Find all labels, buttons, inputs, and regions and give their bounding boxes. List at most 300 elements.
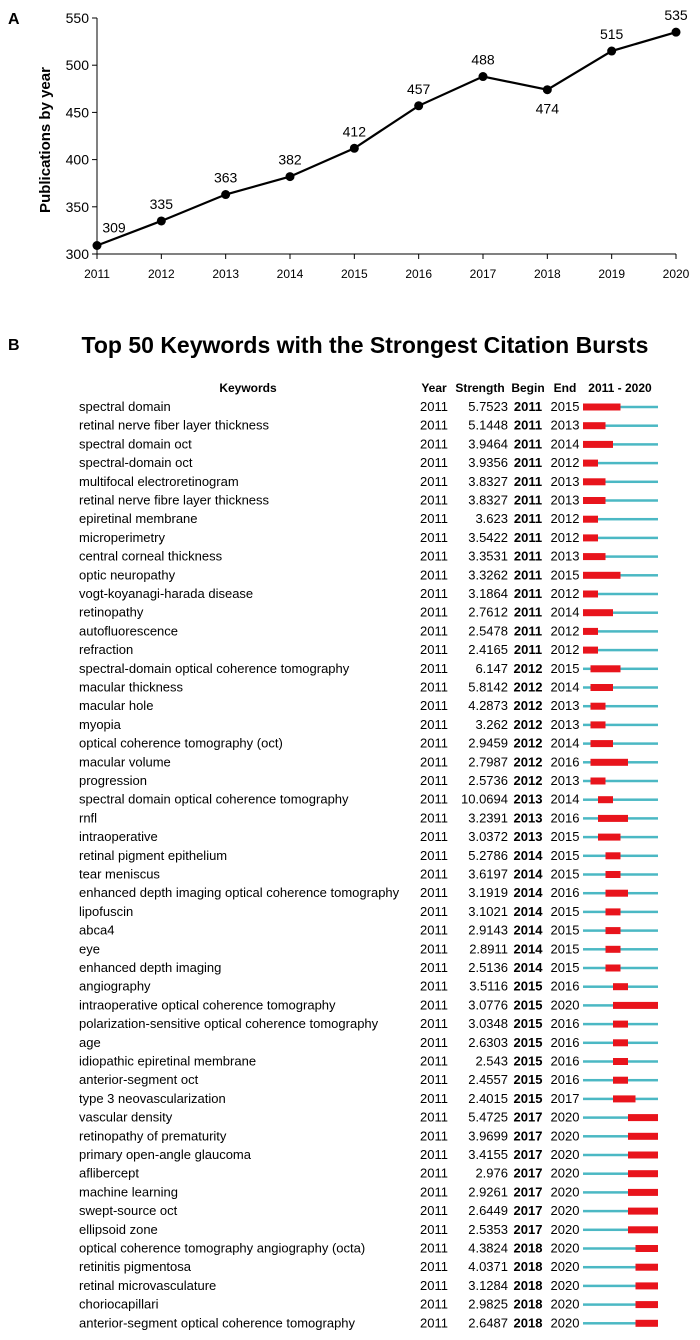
keyword-label: retinitis pigmentosa bbox=[79, 1259, 191, 1275]
end-cell: 2015 bbox=[550, 960, 580, 975]
citation-burst-table bbox=[0, 320, 700, 1335]
year-cell: 2011 bbox=[420, 604, 448, 620]
strength-cell: 5.8142 bbox=[468, 679, 508, 695]
burst-bar bbox=[606, 927, 621, 934]
begin-cell: 2012 bbox=[513, 660, 543, 676]
keyword-label: retinal pigment epithelium bbox=[79, 847, 228, 863]
begin-cell: 2018 bbox=[513, 1277, 543, 1293]
keyword-label: refraction bbox=[79, 642, 134, 658]
strength-cell: 2.9143 bbox=[468, 922, 508, 938]
year-cell: 2011 bbox=[420, 548, 448, 564]
data-label: 474 bbox=[535, 100, 560, 117]
burst-bar bbox=[606, 946, 621, 953]
publications-line-chart bbox=[0, 0, 700, 300]
panel-label-a: A bbox=[8, 11, 20, 28]
header-year: Year bbox=[421, 381, 447, 395]
burst-bar bbox=[636, 1264, 659, 1271]
keyword-label: spectral-domain oct bbox=[79, 455, 193, 471]
year-cell: 2011 bbox=[420, 1165, 448, 1181]
year-cell: 2011 bbox=[420, 829, 448, 845]
keyword-label: retinal nerve fibre layer thickness bbox=[79, 492, 270, 508]
burst-bar bbox=[583, 404, 621, 411]
burst-bar bbox=[583, 572, 621, 579]
burst-bar bbox=[613, 1077, 628, 1084]
end-cell: 2013 bbox=[550, 473, 580, 489]
begin-cell: 2015 bbox=[513, 997, 543, 1013]
begin-cell: 2011 bbox=[513, 623, 543, 639]
keyword-label: multifocal electroretinogram bbox=[79, 473, 239, 489]
year-cell: 2011 bbox=[420, 1053, 448, 1069]
end-cell: 2014 bbox=[550, 436, 580, 452]
keyword-label: retinopathy bbox=[79, 604, 144, 620]
keyword-label: swept-source oct bbox=[79, 1203, 178, 1219]
begin-cell: 2013 bbox=[513, 829, 543, 845]
begin-cell: 2013 bbox=[513, 810, 543, 826]
keyword-label: optic neuropathy bbox=[79, 567, 176, 583]
burst-bar bbox=[613, 983, 628, 990]
data-point bbox=[221, 190, 230, 199]
burst-bar bbox=[628, 1152, 658, 1159]
begin-cell: 2011 bbox=[513, 399, 543, 414]
y-tick-label: 450 bbox=[65, 104, 89, 121]
burst-bar bbox=[598, 796, 613, 803]
year-cell: 2011 bbox=[420, 586, 448, 601]
strength-cell: 3.8327 bbox=[468, 473, 508, 489]
year-cell: 2011 bbox=[420, 642, 448, 658]
begin-cell: 2011 bbox=[513, 642, 543, 658]
end-cell: 2015 bbox=[550, 829, 580, 845]
strength-cell: 2.976 bbox=[475, 1165, 508, 1181]
x-tick-label: 2020 bbox=[662, 267, 690, 281]
keyword-label: choriocapillari bbox=[79, 1296, 159, 1312]
begin-cell: 2011 bbox=[513, 604, 543, 620]
keyword-label: lipofuscin bbox=[79, 903, 134, 919]
begin-cell: 2015 bbox=[513, 1016, 543, 1032]
year-cell: 2011 bbox=[420, 1034, 448, 1050]
x-tick-label: 2016 bbox=[405, 267, 433, 281]
year-cell: 2011 bbox=[420, 791, 448, 807]
burst-bar bbox=[628, 1114, 658, 1121]
end-cell: 2020 bbox=[550, 1203, 580, 1219]
strength-cell: 3.1021 bbox=[468, 903, 508, 919]
keyword-label: rnfl bbox=[79, 810, 98, 826]
year-cell: 2011 bbox=[420, 1277, 448, 1293]
keyword-label: spectral domain oct bbox=[79, 436, 192, 452]
burst-bar bbox=[583, 516, 598, 523]
strength-cell: 3.9464 bbox=[468, 436, 508, 452]
begin-cell: 2015 bbox=[513, 1090, 543, 1106]
strength-cell: 3.5116 bbox=[469, 978, 508, 994]
x-tick-label: 2011 bbox=[84, 267, 110, 281]
strength-cell: 3.1284 bbox=[468, 1277, 508, 1293]
begin-cell: 2018 bbox=[513, 1259, 543, 1275]
x-tick-label: 2013 bbox=[212, 267, 240, 281]
data-point bbox=[672, 28, 681, 37]
begin-cell: 2011 bbox=[513, 548, 543, 564]
strength-cell: 2.6303 bbox=[468, 1034, 508, 1050]
end-cell: 2020 bbox=[550, 1165, 580, 1181]
end-cell: 2020 bbox=[550, 1277, 580, 1293]
header-strength: Strength bbox=[455, 381, 505, 395]
end-cell: 2012 bbox=[550, 623, 580, 639]
strength-cell: 3.4155 bbox=[468, 1147, 508, 1162]
keyword-label: myopia bbox=[79, 716, 121, 732]
burst-bar bbox=[606, 890, 629, 897]
year-cell: 2011 bbox=[420, 660, 448, 676]
year-cell: 2011 bbox=[420, 960, 448, 975]
keyword-label: optical coherence tomography (oct) bbox=[79, 735, 283, 751]
strength-cell: 2.6449 bbox=[468, 1203, 508, 1219]
burst-bar bbox=[598, 815, 628, 822]
burst-bar bbox=[636, 1282, 659, 1289]
begin-cell: 2014 bbox=[513, 903, 543, 919]
burst-bar bbox=[628, 1226, 658, 1233]
burst-bar bbox=[591, 665, 621, 672]
keyword-label: vascular density bbox=[79, 1109, 173, 1125]
y-tick-label: 350 bbox=[65, 198, 89, 215]
strength-cell: 3.3531 bbox=[468, 548, 508, 564]
strength-cell: 3.0372 bbox=[468, 829, 508, 845]
end-cell: 2014 bbox=[550, 791, 580, 807]
y-axis-label: Publications by year bbox=[37, 67, 54, 213]
year-cell: 2011 bbox=[420, 698, 448, 714]
strength-cell: 4.0371 bbox=[468, 1259, 508, 1275]
publications-series-line bbox=[97, 32, 676, 245]
begin-cell: 2014 bbox=[513, 922, 543, 938]
end-cell: 2013 bbox=[550, 716, 580, 732]
keyword-label: age bbox=[79, 1034, 101, 1050]
begin-cell: 2014 bbox=[513, 960, 543, 975]
keyword-label: spectral domain bbox=[79, 399, 171, 414]
year-cell: 2011 bbox=[420, 978, 448, 994]
strength-cell: 5.1448 bbox=[468, 417, 508, 433]
keyword-label: spectral-domain optical coherence tomography bbox=[79, 660, 350, 676]
x-tick-label: 2019 bbox=[598, 267, 626, 281]
end-cell: 2016 bbox=[550, 978, 580, 994]
keyword-label: retinal microvasculature bbox=[79, 1277, 217, 1293]
end-cell: 2020 bbox=[550, 1128, 580, 1144]
end-cell: 2014 bbox=[550, 679, 580, 695]
end-cell: 2015 bbox=[550, 567, 580, 583]
keyword-label: machine learning bbox=[79, 1184, 179, 1200]
burst-bar bbox=[583, 422, 606, 429]
strength-cell: 3.262 bbox=[475, 716, 508, 732]
burst-table-title: Top 50 Keywords with the Strongest Citation Bursts bbox=[81, 332, 649, 358]
keyword-label: tear meniscus bbox=[79, 866, 160, 882]
burst-bar bbox=[636, 1301, 659, 1308]
burst-bar bbox=[628, 1170, 658, 1177]
year-cell: 2011 bbox=[420, 1315, 448, 1331]
year-cell: 2011 bbox=[420, 903, 448, 919]
begin-cell: 2014 bbox=[513, 941, 543, 957]
strength-cell: 3.3262 bbox=[468, 567, 508, 583]
end-cell: 2020 bbox=[550, 1315, 580, 1331]
keyword-label: angiography bbox=[79, 978, 151, 994]
data-label: 363 bbox=[213, 169, 238, 186]
header-keywords: Keywords bbox=[219, 381, 277, 395]
begin-cell: 2012 bbox=[513, 773, 543, 788]
year-cell: 2011 bbox=[420, 1016, 448, 1032]
data-label: 309 bbox=[102, 219, 126, 236]
burst-bar bbox=[583, 441, 613, 448]
timeline-baseline bbox=[583, 798, 658, 801]
keyword-label: spectral domain optical coherence tomography bbox=[79, 791, 349, 807]
y-tick-label: 300 bbox=[65, 246, 89, 262]
end-cell: 2015 bbox=[550, 866, 580, 882]
strength-cell: 2.5478 bbox=[468, 623, 508, 639]
strength-cell: 3.9699 bbox=[468, 1128, 508, 1144]
burst-bar bbox=[613, 1021, 628, 1028]
end-cell: 2020 bbox=[550, 1259, 580, 1275]
burst-bar bbox=[628, 1189, 658, 1196]
year-cell: 2011 bbox=[420, 1240, 448, 1256]
year-cell: 2011 bbox=[420, 529, 448, 545]
burst-bar bbox=[583, 553, 606, 560]
end-cell: 2014 bbox=[550, 735, 580, 751]
end-cell: 2016 bbox=[550, 1053, 580, 1069]
burst-bar bbox=[606, 908, 621, 915]
end-cell: 2012 bbox=[550, 642, 580, 658]
keyword-label: central corneal thickness bbox=[79, 548, 223, 564]
strength-cell: 3.0776 bbox=[468, 997, 508, 1013]
data-point bbox=[350, 144, 359, 153]
end-cell: 2013 bbox=[550, 698, 580, 714]
data-point bbox=[286, 172, 295, 181]
y-tick-label: 500 bbox=[65, 57, 89, 74]
end-cell: 2012 bbox=[550, 511, 580, 527]
begin-cell: 2017 bbox=[513, 1203, 543, 1219]
keyword-label: anterior-segment oct bbox=[79, 1072, 199, 1088]
strength-cell: 3.2391 bbox=[468, 810, 508, 826]
strength-cell: 2.543 bbox=[475, 1053, 508, 1069]
strength-cell: 5.2786 bbox=[468, 847, 508, 863]
data-point bbox=[93, 241, 102, 250]
end-cell: 2016 bbox=[550, 1016, 580, 1032]
data-point bbox=[414, 101, 423, 110]
data-label: 412 bbox=[342, 123, 367, 140]
data-label: 382 bbox=[278, 151, 302, 168]
year-cell: 2011 bbox=[420, 885, 448, 901]
strength-cell: 2.9459 bbox=[468, 735, 508, 751]
y-tick-label: 550 bbox=[65, 10, 89, 26]
year-cell: 2011 bbox=[420, 847, 448, 863]
end-cell: 2012 bbox=[550, 586, 580, 601]
data-label: 488 bbox=[471, 51, 495, 68]
begin-cell: 2014 bbox=[513, 866, 543, 882]
burst-bar bbox=[613, 1095, 636, 1102]
burst-bar bbox=[613, 1039, 628, 1046]
begin-cell: 2011 bbox=[513, 436, 543, 452]
strength-cell: 2.4557 bbox=[468, 1072, 508, 1088]
year-cell: 2011 bbox=[420, 399, 448, 414]
end-cell: 2017 bbox=[550, 1090, 580, 1106]
strength-cell: 2.5136 bbox=[468, 960, 508, 975]
data-label: 535 bbox=[664, 7, 688, 24]
end-cell: 2013 bbox=[550, 417, 580, 433]
begin-cell: 2017 bbox=[513, 1109, 543, 1125]
keyword-label: eye bbox=[79, 941, 100, 957]
strength-cell: 3.1864 bbox=[468, 586, 508, 601]
begin-cell: 2015 bbox=[513, 1072, 543, 1088]
keyword-label: epiretinal membrane bbox=[79, 511, 198, 527]
strength-cell: 2.4015 bbox=[468, 1090, 508, 1106]
strength-cell: 2.8911 bbox=[469, 941, 508, 957]
burst-bar bbox=[583, 478, 606, 485]
strength-cell: 2.9825 bbox=[468, 1296, 508, 1312]
begin-cell: 2017 bbox=[513, 1184, 543, 1200]
strength-cell: 2.5353 bbox=[468, 1221, 508, 1237]
end-cell: 2015 bbox=[550, 399, 580, 414]
burst-bar bbox=[591, 721, 606, 728]
keyword-label: anterior-segment optical coherence tomography bbox=[79, 1315, 356, 1331]
burst-bar bbox=[591, 684, 614, 691]
keyword-label: enhanced depth imaging optical coherence tomography bbox=[79, 885, 400, 901]
strength-cell: 2.4165 bbox=[468, 642, 508, 658]
strength-cell: 10.0694 bbox=[461, 791, 508, 807]
keyword-label: macular thickness bbox=[79, 679, 184, 695]
year-cell: 2011 bbox=[420, 679, 448, 695]
strength-cell: 5.4725 bbox=[468, 1109, 508, 1125]
strength-cell: 2.6487 bbox=[468, 1315, 508, 1331]
end-cell: 2016 bbox=[550, 754, 580, 770]
year-cell: 2011 bbox=[420, 754, 448, 770]
begin-cell: 2018 bbox=[513, 1296, 543, 1312]
x-tick-label: 2017 bbox=[469, 267, 497, 281]
end-cell: 2020 bbox=[550, 1240, 580, 1256]
strength-cell: 3.623 bbox=[475, 511, 508, 527]
begin-cell: 2017 bbox=[513, 1165, 543, 1181]
year-cell: 2011 bbox=[420, 436, 448, 452]
strength-cell: 6.147 bbox=[475, 660, 508, 676]
y-tick-label: 400 bbox=[65, 151, 89, 168]
strength-cell: 3.8327 bbox=[468, 492, 508, 508]
burst-bar bbox=[606, 852, 621, 859]
year-cell: 2011 bbox=[420, 1259, 448, 1275]
end-cell: 2015 bbox=[550, 941, 580, 957]
strength-cell: 2.7987 bbox=[468, 754, 508, 770]
data-label: 335 bbox=[149, 195, 174, 212]
year-cell: 2011 bbox=[420, 1090, 448, 1106]
begin-cell: 2012 bbox=[513, 754, 543, 770]
strength-cell: 2.7612 bbox=[468, 604, 508, 620]
keyword-label: intraoperative optical coherence tomography bbox=[79, 997, 336, 1013]
begin-cell: 2013 bbox=[513, 791, 543, 807]
keyword-label: optical coherence tomography angiography (octa) bbox=[79, 1240, 366, 1256]
begin-cell: 2012 bbox=[513, 716, 543, 732]
year-cell: 2011 bbox=[420, 1296, 448, 1312]
data-point bbox=[543, 85, 552, 94]
end-cell: 2013 bbox=[550, 548, 580, 564]
begin-cell: 2011 bbox=[513, 492, 543, 508]
burst-bar bbox=[613, 1002, 658, 1009]
x-tick-label: 2014 bbox=[276, 267, 304, 281]
year-cell: 2011 bbox=[420, 492, 448, 508]
year-cell: 2011 bbox=[420, 866, 448, 882]
keyword-label: progression bbox=[79, 773, 147, 788]
year-cell: 2011 bbox=[420, 1128, 448, 1144]
keyword-label: microperimetry bbox=[79, 529, 165, 545]
end-cell: 2014 bbox=[550, 604, 580, 620]
keyword-label: retinopathy of prematurity bbox=[79, 1128, 227, 1144]
keyword-label: primary open-angle glaucoma bbox=[79, 1147, 251, 1162]
year-cell: 2011 bbox=[420, 1147, 448, 1162]
begin-cell: 2011 bbox=[513, 473, 543, 489]
year-cell: 2011 bbox=[420, 997, 448, 1013]
keyword-label: intraoperative bbox=[79, 829, 158, 845]
strength-cell: 3.5422 bbox=[468, 529, 508, 545]
year-cell: 2011 bbox=[420, 922, 448, 938]
year-cell: 2011 bbox=[420, 417, 448, 433]
burst-bar bbox=[636, 1245, 659, 1252]
keyword-label: type 3 neovascularization bbox=[79, 1090, 226, 1106]
burst-bar bbox=[583, 609, 613, 616]
year-cell: 2011 bbox=[420, 511, 448, 527]
end-cell: 2020 bbox=[550, 1147, 580, 1162]
data-label: 457 bbox=[406, 80, 431, 97]
begin-cell: 2015 bbox=[513, 1053, 543, 1069]
strength-cell: 3.6197 bbox=[468, 866, 508, 882]
keyword-label: abca4 bbox=[79, 922, 115, 938]
begin-cell: 2017 bbox=[513, 1221, 543, 1237]
begin-cell: 2015 bbox=[513, 1034, 543, 1050]
strength-cell: 3.1919 bbox=[468, 885, 508, 901]
burst-bar bbox=[591, 740, 614, 747]
strength-cell: 2.5736 bbox=[468, 773, 508, 788]
begin-cell: 2011 bbox=[513, 417, 543, 433]
keyword-label: idiopathic epiretinal membrane bbox=[79, 1053, 257, 1069]
strength-cell: 3.9356 bbox=[468, 455, 508, 471]
end-cell: 2020 bbox=[550, 1184, 580, 1200]
end-cell: 2015 bbox=[550, 903, 580, 919]
begin-cell: 2011 bbox=[513, 567, 543, 583]
burst-bar bbox=[583, 647, 598, 654]
burst-bar bbox=[583, 534, 598, 541]
keyword-label: macular hole bbox=[79, 698, 154, 714]
end-cell: 2016 bbox=[550, 885, 580, 901]
begin-cell: 2012 bbox=[513, 698, 543, 714]
end-cell: 2015 bbox=[550, 922, 580, 938]
end-cell: 2016 bbox=[550, 1072, 580, 1088]
data-label: 515 bbox=[599, 26, 624, 43]
burst-bar bbox=[591, 703, 606, 710]
header-timeline: 2011 - 2020 bbox=[588, 381, 652, 395]
keyword-label: aflibercept bbox=[79, 1165, 139, 1181]
begin-cell: 2011 bbox=[513, 586, 543, 601]
begin-cell: 2017 bbox=[513, 1147, 543, 1162]
keyword-label: macular volume bbox=[79, 754, 171, 770]
end-cell: 2020 bbox=[550, 1296, 580, 1312]
burst-bar bbox=[613, 1058, 628, 1065]
year-cell: 2011 bbox=[420, 1221, 448, 1237]
begin-cell: 2012 bbox=[513, 735, 543, 751]
strength-cell: 4.2873 bbox=[468, 698, 508, 714]
year-cell: 2011 bbox=[420, 716, 448, 732]
year-cell: 2011 bbox=[420, 473, 448, 489]
end-cell: 2015 bbox=[550, 660, 580, 676]
x-tick-label: 2015 bbox=[340, 267, 368, 281]
begin-cell: 2014 bbox=[513, 885, 543, 901]
year-cell: 2011 bbox=[420, 623, 448, 639]
keyword-label: enhanced depth imaging bbox=[79, 960, 222, 975]
burst-bar bbox=[606, 965, 621, 972]
begin-cell: 2015 bbox=[513, 978, 543, 994]
burst-bar bbox=[583, 497, 606, 504]
begin-cell: 2017 bbox=[513, 1128, 543, 1144]
data-point bbox=[157, 216, 166, 225]
data-point bbox=[479, 72, 488, 81]
keyword-burst-panel bbox=[0, 320, 700, 1340]
keyword-label: vogt-koyanagi-harada disease bbox=[79, 586, 254, 601]
